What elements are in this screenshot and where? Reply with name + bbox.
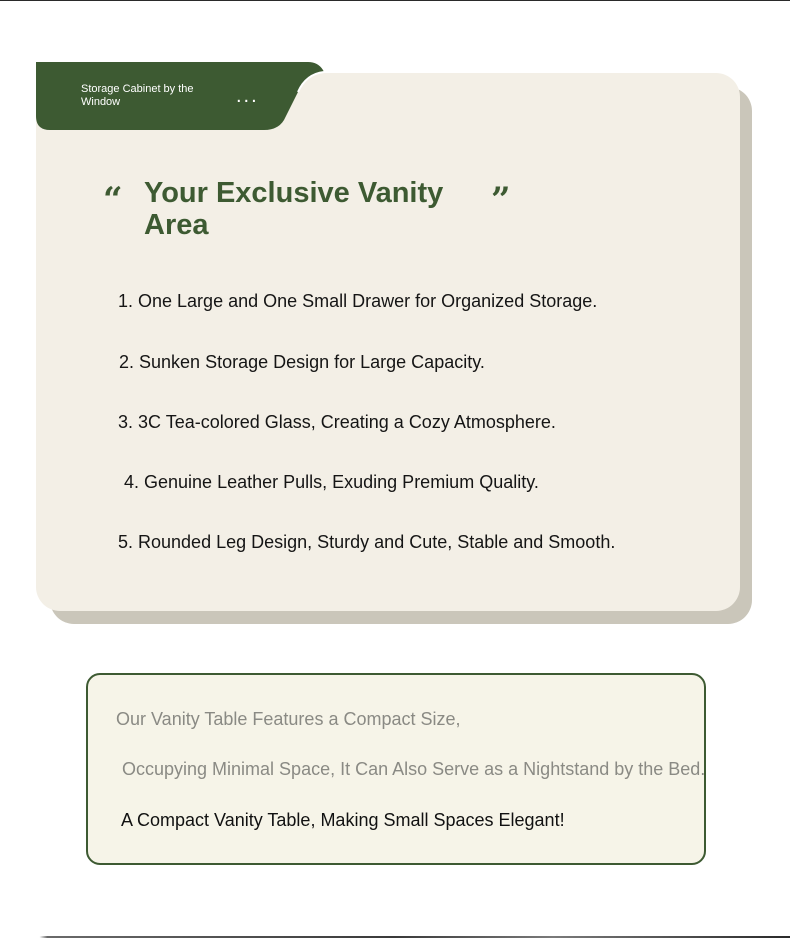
info-tagline: A Compact Vanity Table, Making Small Spaces Elegant!: [121, 810, 565, 830]
section-title: Your Exclusive Vanity Area: [144, 177, 444, 241]
close-quote-icon: ”: [491, 180, 511, 220]
feature-item-3: 3. 3C Tea-colored Glass, Creating a Cozy Atmosphere.: [118, 412, 556, 432]
feature-item-5: 5. Rounded Leg Design, Sturdy and Cute, Stable and Smooth.: [118, 532, 616, 552]
tab-label: Storage Cabinet by the Window: [81, 83, 194, 108]
info-line-2: Occupying Minimal Space, It Can Also Serve as a Nightstand by the Bed.: [122, 759, 706, 779]
feature-item-4: 4. Genuine Leather Pulls, Exuding Premium Quality.: [124, 472, 539, 492]
more-icon[interactable]: ...: [236, 85, 259, 107]
open-quote-icon: “: [103, 180, 123, 220]
feature-item-2: 2. Sunken Storage Design for Large Capacity.: [119, 352, 485, 372]
feature-item-1: 1. One Large and One Small Drawer for Organized Storage.: [118, 291, 598, 311]
top-divider: [0, 0, 790, 1]
info-line-1: Our Vanity Table Features a Compact Size,: [116, 709, 461, 729]
